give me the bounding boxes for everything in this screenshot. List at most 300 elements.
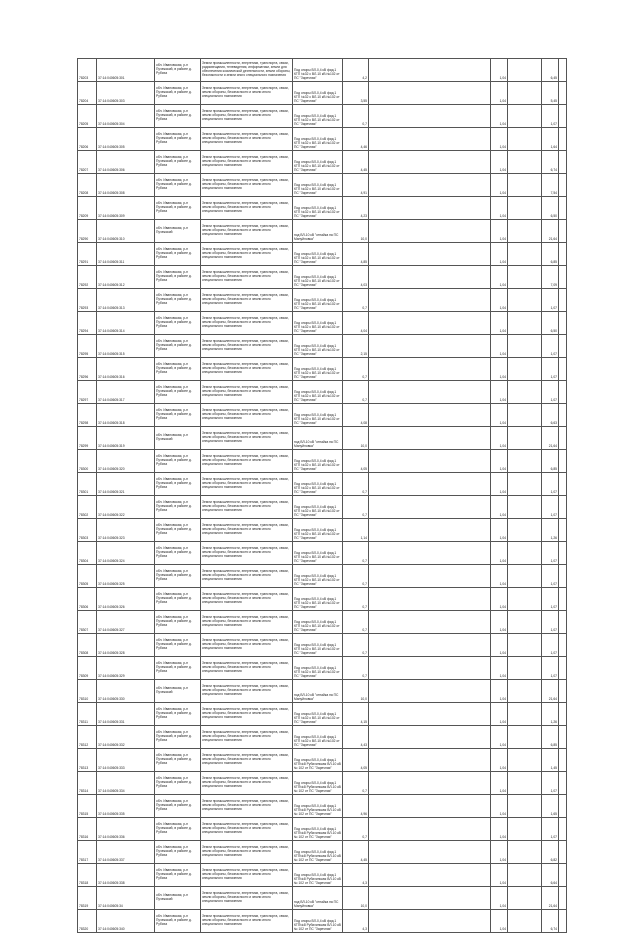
- area-value: 4,85: [343, 243, 369, 266]
- record-number: 78207: [78, 151, 97, 174]
- empty-cell: [440, 841, 457, 864]
- rate-value: 1,04: [491, 910, 508, 933]
- empty-cell: [457, 519, 474, 542]
- rate-value: 1,04: [491, 450, 508, 473]
- empty-cell: [559, 427, 567, 450]
- empty-cell: [440, 565, 457, 588]
- permitted-use: Под опоры ВЛ-0,4 кВ фид.1 КТП №32 с ВЛ-10 кВ №102 от ПС "Заречная": [293, 105, 343, 128]
- permitted-use: Под опоры ВЛ-0,4 кВ фид.1 КТП №32 с ВЛ-10 кВ №102 от ПС "Заречная": [293, 381, 343, 404]
- tax-value: 1,07: [542, 358, 559, 381]
- tax-value: 1,64: [542, 128, 559, 151]
- empty-cell: [406, 818, 423, 841]
- table-row: [78, 151, 567, 174]
- empty-cell: [406, 312, 423, 335]
- tax-value: 7,09: [542, 266, 559, 289]
- empty-cell: [423, 427, 440, 450]
- empty-cell: [389, 887, 406, 910]
- tax-value: 6,85: [542, 243, 559, 266]
- empty-cell: [440, 749, 457, 772]
- area-value: 0,7: [343, 818, 369, 841]
- tax-value: 7,54: [542, 174, 559, 197]
- empty-cell: [423, 841, 440, 864]
- empty-cell: [559, 864, 567, 887]
- area-value: 4,43: [343, 726, 369, 749]
- empty-cell: [369, 335, 389, 358]
- empty-cell: [559, 151, 567, 174]
- empty-cell: [406, 128, 423, 151]
- record-number: 78319: [78, 887, 97, 910]
- empty-cell: [369, 266, 389, 289]
- address: обл. Ивановская, р-н Пучежский, в районе д. Рубиха: [155, 542, 201, 565]
- permitted-use: Под опоры ВЛ-0,4 кВ фид.1 КТП №32 с ВЛ-10 кВ №102 от ПС "Заречная": [293, 496, 343, 519]
- empty-cell: [457, 335, 474, 358]
- address: обл. Ивановская, р-н Пучежский, в районе д. Рубиха: [155, 910, 201, 933]
- area-value: 4,3: [343, 910, 369, 933]
- record-number: 78305: [78, 565, 97, 588]
- empty-cell: [457, 220, 474, 243]
- address: обл. Ивановская, р-н Пучежский, в районе д. Рубиха: [155, 197, 201, 220]
- address: обл. Ивановская, р-н Пучежский, в районе д. Рубиха: [155, 772, 201, 795]
- empty-cell: [406, 795, 423, 818]
- empty-cell: [440, 473, 457, 496]
- land-category: Земли промышленности, энергетики, транспорта, связи, земли обороны, безопасности и земли иного специального назначения: [201, 197, 293, 220]
- empty-cell: [423, 749, 440, 772]
- address: обл. Ивановская, р-н Пучежский, в районе д. Рубиха: [155, 841, 201, 864]
- table-row: [78, 749, 567, 772]
- land-category: Земли промышленности, энергетики, транспорта, связи, земли обороны, безопасности и земли иного специального назначения: [201, 887, 293, 910]
- empty-cell: [559, 220, 567, 243]
- empty-cell: [440, 427, 457, 450]
- permitted-use: Под опоры ВЛ-0,4 кВ фид.1 КТП №32 с ВЛ-10 кВ №102 от ПС "Заречная": [293, 404, 343, 427]
- empty-cell: [559, 703, 567, 726]
- empty-cell: [389, 588, 406, 611]
- address: обл. Ивановская, р-н Пучежский, в районе д. Рубиха: [155, 726, 201, 749]
- empty-cell: [406, 887, 423, 910]
- empty-cell: [389, 289, 406, 312]
- rate-value: 1,04: [491, 818, 508, 841]
- permitted-use: Под опоры ВЛ-0,4 кВ фид.1 КТП№8 Рубихинская ВЛ-10 кВ № 102 от ПС "Заречная": [293, 772, 343, 795]
- permitted-use: под ВЛ-10 кВ "отпайка на ПС Мануйловка": [293, 680, 343, 703]
- empty-cell: [406, 634, 423, 657]
- tax-value: 21,64: [542, 680, 559, 703]
- empty-cell: [508, 266, 525, 289]
- area-value: 2,15: [343, 335, 369, 358]
- empty-cell: [389, 243, 406, 266]
- table-row: [78, 266, 567, 289]
- record-number: 78310: [78, 680, 97, 703]
- empty-cell: [525, 519, 542, 542]
- empty-cell: [559, 818, 567, 841]
- cadastral-number: 37:14:040605:311: [97, 243, 155, 266]
- empty-cell: [525, 680, 542, 703]
- tax-value: 1,07: [542, 657, 559, 680]
- record-number: 78292: [78, 266, 97, 289]
- empty-cell: [369, 450, 389, 473]
- empty-cell: [369, 174, 389, 197]
- empty-cell: [440, 496, 457, 519]
- empty-cell: [559, 772, 567, 795]
- empty-cell: [508, 82, 525, 105]
- tax-value: 6,74: [542, 910, 559, 933]
- empty-cell: [440, 910, 457, 933]
- rate-value: 1,04: [491, 128, 508, 151]
- empty-cell: [423, 151, 440, 174]
- cadastral-number: 37:14:040605:336: [97, 818, 155, 841]
- empty-cell: [389, 841, 406, 864]
- empty-cell: [525, 657, 542, 680]
- empty-cell: [369, 841, 389, 864]
- rate-value: 1,04: [491, 473, 508, 496]
- area-value: 4,23: [343, 197, 369, 220]
- address: обл. Ивановская, р-н Пучежский, в районе д. Рубиха: [155, 151, 201, 174]
- empty-cell: [559, 243, 567, 266]
- permitted-use: Под опоры ВЛ-0,4 кВ фид.1 КТП№8 Рубихинская ВЛ-10 кВ № 102 от ПС "Заречная": [293, 910, 343, 933]
- cadastral-number: 37:14:040605:328: [97, 634, 155, 657]
- area-value: 3,55: [343, 82, 369, 105]
- empty-cell: [406, 151, 423, 174]
- empty-cell: [369, 381, 389, 404]
- empty-cell: [389, 427, 406, 450]
- rate-value: 1,04: [491, 772, 508, 795]
- cadastral-number: 37:14:040605:333: [97, 749, 155, 772]
- land-category: Земли промышленности, энергетики, транспорта, связи, земли обороны, безопасности и земли иного специального назначения: [201, 519, 293, 542]
- empty-cell: [559, 519, 567, 542]
- rate-value: 1,04: [491, 381, 508, 404]
- empty-cell: [525, 634, 542, 657]
- empty-cell: [389, 818, 406, 841]
- area-value: 0,7: [343, 565, 369, 588]
- cadastral-number: 37:14:040605:318: [97, 404, 155, 427]
- land-category: Земли промышленности, энергетики, транспорта, связи, земли обороны, безопасности и земли иного специального назначения: [201, 450, 293, 473]
- record-number: 78205: [78, 105, 97, 128]
- empty-cell: [457, 910, 474, 933]
- empty-cell: [474, 82, 491, 105]
- empty-cell: [508, 841, 525, 864]
- land-category: Земли промышленности, энергетики, транспорта, связи, земли обороны, безопасности и земли иного специального назначения: [201, 404, 293, 427]
- empty-cell: [406, 519, 423, 542]
- permitted-use: Под опоры ВЛ-0,4 кВ фид.1 КТП №32 с ВЛ-10 кВ №102 от ПС "Заречная": [293, 588, 343, 611]
- empty-cell: [508, 473, 525, 496]
- permitted-use: Под опоры ВЛ-0,4 кВ фид.1 КТП №32 с ВЛ-10 кВ №102 от ПС "Заречная": [293, 519, 343, 542]
- table-row: [78, 588, 567, 611]
- empty-cell: [406, 841, 423, 864]
- address: обл. Ивановская, р-н Пучежский, в районе д. Рубиха: [155, 335, 201, 358]
- table-row: [78, 542, 567, 565]
- record-number: 78299: [78, 427, 97, 450]
- cadastral-number: 37:14:040605:325: [97, 565, 155, 588]
- empty-cell: [440, 588, 457, 611]
- empty-cell: [440, 220, 457, 243]
- empty-cell: [525, 818, 542, 841]
- tax-value: 1,26: [542, 703, 559, 726]
- empty-cell: [369, 565, 389, 588]
- record-number: 78312: [78, 726, 97, 749]
- empty-cell: [474, 795, 491, 818]
- permitted-use: Под опоры ВЛ-0,4 кВ фид.1 КТП №32 с ВЛ-10 кВ №102 от ПС "Заречная": [293, 174, 343, 197]
- empty-cell: [389, 703, 406, 726]
- empty-cell: [369, 910, 389, 933]
- address: обл. Ивановская, р-н Пучежский: [155, 427, 201, 450]
- rate-value: 1,04: [491, 59, 508, 82]
- empty-cell: [440, 289, 457, 312]
- empty-cell: [525, 611, 542, 634]
- empty-cell: [457, 565, 474, 588]
- empty-cell: [559, 335, 567, 358]
- empty-cell: [508, 657, 525, 680]
- empty-cell: [474, 174, 491, 197]
- empty-cell: [389, 864, 406, 887]
- record-number: 78290: [78, 220, 97, 243]
- empty-cell: [389, 680, 406, 703]
- cadastral-number: 37:14:040605:332: [97, 726, 155, 749]
- tax-value: 1,26: [542, 519, 559, 542]
- area-value: 10,0: [343, 427, 369, 450]
- empty-cell: [457, 542, 474, 565]
- permitted-use: Под опоры ВЛ-0,4 кВ фид.1 КТП №32 с ВЛ-10 кВ №102 от ПС "Заречная": [293, 565, 343, 588]
- area-value: 4,45: [343, 151, 369, 174]
- record-number: 78317: [78, 841, 97, 864]
- empty-cell: [440, 266, 457, 289]
- empty-cell: [440, 243, 457, 266]
- rate-value: 1,04: [491, 266, 508, 289]
- empty-cell: [440, 795, 457, 818]
- record-number: 78296: [78, 358, 97, 381]
- empty-cell: [440, 887, 457, 910]
- empty-cell: [389, 197, 406, 220]
- address: обл. Ивановская, р-н Пучежский, в районе д. Рубиха: [155, 82, 201, 105]
- empty-cell: [389, 128, 406, 151]
- empty-cell: [474, 772, 491, 795]
- record-number: 78203: [78, 59, 97, 82]
- area-value: 4,46: [343, 128, 369, 151]
- table-row: [78, 841, 567, 864]
- address: обл. Ивановская, р-н Пучежский, в районе д. Рубиха: [155, 59, 201, 82]
- empty-cell: [406, 473, 423, 496]
- cadastral-number: 37:14:040605:321: [97, 473, 155, 496]
- land-category: Земли промышленности, энергетики, транспорта, связи, земли обороны, безопасности и земли иного специального назначения: [201, 151, 293, 174]
- empty-cell: [559, 634, 567, 657]
- empty-cell: [389, 220, 406, 243]
- empty-cell: [508, 634, 525, 657]
- empty-cell: [559, 910, 567, 933]
- land-category: Земли промышленности, энергетики, транспорта, связи, земли обороны, безопасности и земли иного специального назначения: [201, 381, 293, 404]
- empty-cell: [457, 450, 474, 473]
- tax-value: 1,07: [542, 818, 559, 841]
- empty-cell: [559, 496, 567, 519]
- empty-cell: [369, 151, 389, 174]
- empty-cell: [406, 82, 423, 105]
- empty-cell: [440, 611, 457, 634]
- empty-cell: [559, 542, 567, 565]
- empty-cell: [457, 128, 474, 151]
- empty-cell: [369, 105, 389, 128]
- permitted-use: Под опоры ВЛ-0,4 кВ фид.1 КТП №32 с ВЛ-10 кВ №102 от ПС "Заречная": [293, 243, 343, 266]
- empty-cell: [423, 404, 440, 427]
- land-category: Земли промышленности, энергетики, транспорта, связи, земли обороны, безопасности и земли иного специального назначения: [201, 611, 293, 634]
- empty-cell: [406, 565, 423, 588]
- empty-cell: [389, 450, 406, 473]
- empty-cell: [525, 864, 542, 887]
- empty-cell: [559, 588, 567, 611]
- rate-value: 1,04: [491, 496, 508, 519]
- empty-cell: [369, 128, 389, 151]
- empty-cell: [525, 59, 542, 82]
- empty-cell: [508, 174, 525, 197]
- table-row: [78, 795, 567, 818]
- record-number: 78304: [78, 542, 97, 565]
- empty-cell: [369, 289, 389, 312]
- empty-cell: [389, 795, 406, 818]
- empty-cell: [389, 105, 406, 128]
- empty-cell: [369, 82, 389, 105]
- empty-cell: [406, 542, 423, 565]
- record-number: 78204: [78, 82, 97, 105]
- empty-cell: [423, 887, 440, 910]
- empty-cell: [525, 588, 542, 611]
- area-value: 4,04: [343, 312, 369, 335]
- empty-cell: [474, 427, 491, 450]
- rate-value: 1,04: [491, 703, 508, 726]
- empty-cell: [525, 243, 542, 266]
- area-value: 0,7: [343, 657, 369, 680]
- empty-cell: [423, 818, 440, 841]
- empty-cell: [423, 864, 440, 887]
- tax-value: 1,07: [542, 588, 559, 611]
- record-number: 78206: [78, 128, 97, 151]
- empty-cell: [423, 634, 440, 657]
- area-value: 0,7: [343, 772, 369, 795]
- empty-cell: [474, 128, 491, 151]
- area-value: 0,7: [343, 105, 369, 128]
- empty-cell: [457, 404, 474, 427]
- empty-cell: [508, 772, 525, 795]
- empty-cell: [389, 335, 406, 358]
- empty-cell: [474, 749, 491, 772]
- empty-cell: [369, 197, 389, 220]
- rate-value: 1,04: [491, 634, 508, 657]
- table-row: [78, 59, 567, 82]
- permitted-use: Под опоры ВЛ-0,4 кВ фид.1 КТП №32 с ВЛ-10 кВ №102 от ПС "Заречная": [293, 82, 343, 105]
- land-category: Земли промышленности, энергетики, транспорта, связи, земли обороны, безопасности и земли иного специального назначения: [201, 634, 293, 657]
- land-category: Земли промышленности, энергетики, транспорта, связи, радиовещания, телевидения, информатики, земли для обеспечения космической деятельности, земли обороны, безопасности и земли иного специального назначения: [201, 59, 293, 82]
- empty-cell: [525, 220, 542, 243]
- empty-cell: [525, 910, 542, 933]
- empty-cell: [457, 588, 474, 611]
- empty-cell: [389, 749, 406, 772]
- rate-value: 1,04: [491, 358, 508, 381]
- empty-cell: [423, 266, 440, 289]
- cadastral-number: 37:14:040605:317: [97, 381, 155, 404]
- empty-cell: [369, 818, 389, 841]
- rate-value: 1,04: [491, 151, 508, 174]
- area-value: 0,7: [343, 588, 369, 611]
- empty-cell: [389, 59, 406, 82]
- empty-cell: [474, 611, 491, 634]
- empty-cell: [423, 82, 440, 105]
- empty-cell: [525, 266, 542, 289]
- permitted-use: под ВЛ-10 кВ "отпайка на ПС Мануйловка": [293, 887, 343, 910]
- land-category: Земли промышленности, энергетики, транспорта, связи, земли обороны, безопасности и земли иного специального назначения: [201, 473, 293, 496]
- record-number: 78314: [78, 772, 97, 795]
- permitted-use: Под опоры ВЛ-0,4 кВ фид.1 КТП№8 Рубихинская ВЛ-10 кВ № 102 от ПС "Заречная": [293, 795, 343, 818]
- empty-cell: [474, 358, 491, 381]
- tax-value: 6,74: [542, 151, 559, 174]
- rate-value: 1,04: [491, 726, 508, 749]
- rate-value: 1,04: [491, 565, 508, 588]
- area-value: 0,7: [343, 381, 369, 404]
- empty-cell: [474, 335, 491, 358]
- rate-value: 1,04: [491, 174, 508, 197]
- rate-value: 1,04: [491, 795, 508, 818]
- tax-value: 21,64: [542, 427, 559, 450]
- empty-cell: [440, 703, 457, 726]
- empty-cell: [525, 887, 542, 910]
- empty-cell: [559, 680, 567, 703]
- empty-cell: [474, 657, 491, 680]
- empty-cell: [457, 887, 474, 910]
- record-number: 78295: [78, 335, 97, 358]
- empty-cell: [525, 427, 542, 450]
- empty-cell: [440, 197, 457, 220]
- cadastral-number: 37:14:040605:338: [97, 864, 155, 887]
- empty-cell: [457, 726, 474, 749]
- empty-cell: [474, 151, 491, 174]
- empty-cell: [525, 404, 542, 427]
- empty-cell: [440, 680, 457, 703]
- tax-value: 6,82: [542, 841, 559, 864]
- empty-cell: [508, 381, 525, 404]
- empty-cell: [389, 82, 406, 105]
- empty-cell: [423, 128, 440, 151]
- tax-value: 1,07: [542, 473, 559, 496]
- empty-cell: [389, 174, 406, 197]
- empty-cell: [440, 519, 457, 542]
- empty-cell: [423, 772, 440, 795]
- empty-cell: [559, 358, 567, 381]
- rate-value: 1,04: [491, 220, 508, 243]
- empty-cell: [525, 565, 542, 588]
- empty-cell: [389, 565, 406, 588]
- empty-cell: [406, 496, 423, 519]
- empty-cell: [423, 680, 440, 703]
- empty-cell: [559, 749, 567, 772]
- empty-cell: [389, 519, 406, 542]
- permitted-use: Под опоры ВЛ-0,4 кВ фид.1 КТП№8 Рубихинская ВЛ-10 кВ № 102 от ПС "Заречная": [293, 749, 343, 772]
- area-value: 4,08: [343, 404, 369, 427]
- table-row: [78, 404, 567, 427]
- empty-cell: [389, 266, 406, 289]
- permitted-use: Под опоры ВЛ-0,4 кВ фид.1 КТП№8 Рубихинская ВЛ-10 кВ № 102 от ПС "Заречная": [293, 841, 343, 864]
- table-row: [78, 772, 567, 795]
- empty-cell: [474, 450, 491, 473]
- cadastral-number: 37:14:040605:313: [97, 289, 155, 312]
- land-plots-table: [77, 58, 567, 933]
- land-category: Земли промышленности, энергетики, транспорта, связи, земли обороны, безопасности и земли иного специального назначения: [201, 749, 293, 772]
- record-number: 78303: [78, 519, 97, 542]
- land-category: Земли промышленности, энергетики, транспорта, связи, земли обороны, безопасности и земли иного специального назначения: [201, 427, 293, 450]
- empty-cell: [406, 450, 423, 473]
- empty-cell: [406, 427, 423, 450]
- area-value: 4,45: [343, 841, 369, 864]
- permitted-use: Под опоры ВЛ-0,4 кВ фид.1 КТП №32 с ВЛ-10 кВ №102 от ПС "Заречная": [293, 335, 343, 358]
- empty-cell: [457, 105, 474, 128]
- empty-cell: [389, 542, 406, 565]
- empty-cell: [389, 910, 406, 933]
- table-row: [78, 82, 567, 105]
- empty-cell: [474, 381, 491, 404]
- tax-value: 5,45: [542, 82, 559, 105]
- empty-cell: [474, 703, 491, 726]
